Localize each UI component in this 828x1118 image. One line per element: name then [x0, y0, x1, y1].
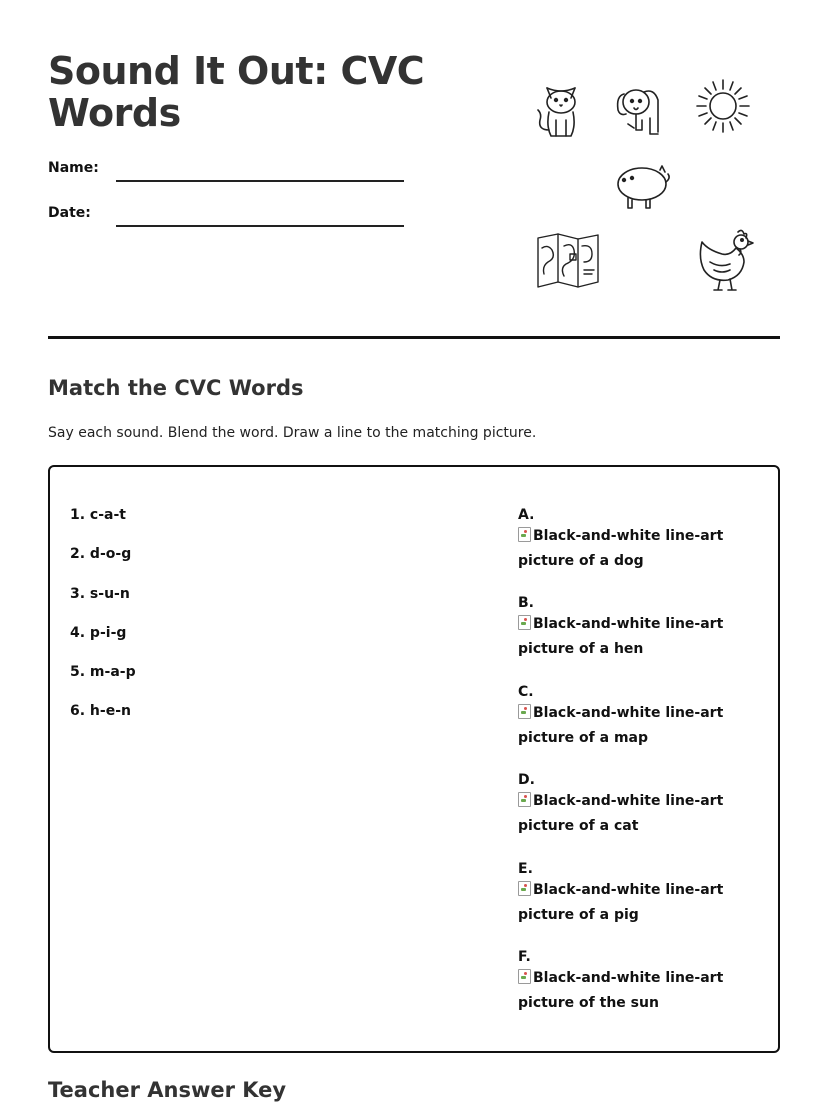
- section-divider: [48, 336, 780, 339]
- picture-alt-text: Black-and-white line-art picture of a map: [518, 704, 724, 746]
- word-item: 2. d-o-g: [70, 546, 132, 563]
- word-item: 4. p-i-g: [70, 624, 127, 641]
- picture-item: [518, 947, 748, 1035]
- word-list: [70, 505, 136, 741]
- picture-alt-text: Black-and-white line-art picture of a pig: [518, 881, 724, 923]
- broken-image-alt: [518, 524, 748, 574]
- picture-letter: D.: [518, 772, 535, 789]
- picture-item: [518, 505, 748, 593]
- picture-item: [518, 682, 748, 770]
- match-section-heading: Match the CVC Words: [48, 376, 304, 400]
- date-label: Date:: [48, 205, 91, 221]
- broken-image-icon: [518, 881, 531, 896]
- match-instructions: Say each sound. Blend the word. Draw a line to the matching picture.: [48, 425, 537, 441]
- broken-image-alt: [518, 878, 748, 928]
- date-line: [116, 225, 404, 227]
- picture-item: [518, 859, 748, 947]
- cat-icon: [534, 80, 588, 140]
- broken-image-icon: [518, 615, 531, 630]
- name-label: Name:: [48, 160, 99, 176]
- map-icon: [534, 232, 602, 290]
- picture-letter: A.: [518, 507, 535, 523]
- picture-item: [518, 770, 748, 858]
- picture-alt-text: Black-and-white line-art picture of a dog: [518, 528, 724, 569]
- sun-icon: [694, 78, 752, 134]
- dog-icon: [614, 84, 662, 138]
- word-item: 3. s-u-n: [70, 585, 130, 602]
- picture-alt-text: Black-and-white line-art picture of the sun: [518, 969, 724, 1011]
- broken-image-alt: [518, 789, 748, 839]
- word-item: 6. h-e-n: [70, 703, 131, 720]
- picture-item: [518, 593, 748, 681]
- pig-icon: [614, 164, 672, 212]
- picture-alt-text: Black-and-white line-art picture of a cat: [518, 793, 724, 835]
- page-title: Sound It Out: CVC Words: [48, 49, 425, 135]
- word-item: 1. c-a-t: [70, 507, 126, 523]
- matching-box: [48, 465, 780, 1053]
- picture-list: [518, 505, 748, 1035]
- name-line: [116, 180, 404, 182]
- broken-image-icon: [518, 969, 531, 984]
- picture-letter: F.: [518, 948, 531, 965]
- broken-image-alt: [518, 612, 748, 662]
- broken-image-alt: [518, 966, 748, 1016]
- picture-letter: B.: [518, 595, 534, 612]
- picture-letter: E.: [518, 860, 533, 877]
- broken-image-icon: [518, 704, 531, 719]
- answer-key-heading: Teacher Answer Key: [48, 1078, 287, 1102]
- broken-image-icon: [518, 527, 531, 542]
- picture-letter: C.: [518, 683, 534, 700]
- hen-icon: [696, 228, 756, 294]
- broken-image-alt: [518, 701, 748, 751]
- word-item: 5. m-a-p: [70, 664, 136, 681]
- picture-alt-text: Black-and-white line-art picture of a hen: [518, 616, 724, 658]
- broken-image-icon: [518, 792, 531, 807]
